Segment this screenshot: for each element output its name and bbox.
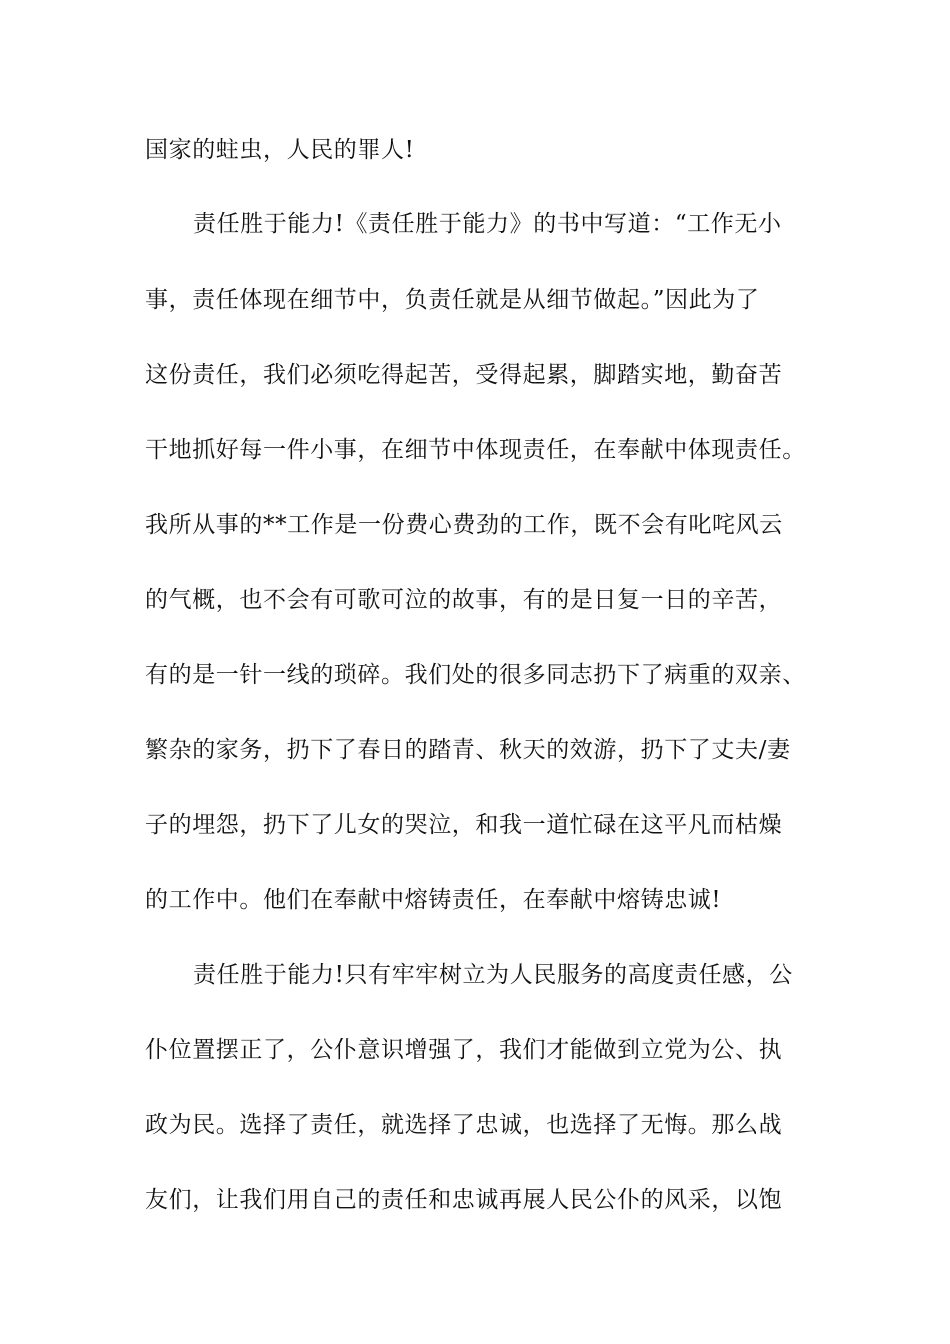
text-line-8: 有的是一针一线的琐碎。我们处的很多同志扔下了病重的双亲、 <box>145 662 806 688</box>
paragraph-start-line: 责任胜于能力!《责任胜于能力》的书中写道：“工作无小 <box>193 211 782 237</box>
text-line-13: 仆位置摆正了，公仆意识增强了，我们才能做到立党为公、执 <box>145 1037 783 1063</box>
text-line-1: 国家的蛀虫，人民的罪人! <box>145 137 415 163</box>
paragraph-start-line: 责任胜于能力!只有牢牢树立为人民服务的高度责任感，公 <box>193 962 793 988</box>
text-line-6: 我所从事的**工作是一份费心费劲的工作，既不会有叱咤风云 <box>145 512 783 538</box>
text-line-10: 子的埋怨，扔下了儿女的哭泣，和我一道忙碌在这平凡而枯燥 <box>145 812 783 838</box>
text-line-5: 干地抓好每一件小事，在细节中体现责任，在奉献中体现责任。 <box>145 437 806 463</box>
text-line-7: 的气概，也不会有可歌可泣的故事，有的是日复一日的辛苦， <box>145 587 783 613</box>
text-line-11: 的工作中。他们在奉献中熔铸责任，在奉献中熔铸忠诚! <box>145 887 722 913</box>
text-line-9: 繁杂的家务，扔下了春日的踏青、秋天的效游，扔下了丈夫/妻 <box>145 737 791 763</box>
text-line-4: 这份责任，我们必须吃得起苦，受得起累，脚踏实地，勤奋苦 <box>145 362 783 388</box>
text-line-3: 事，责任体现在细节中，负责任就是从细节做起。”因此为了 <box>145 287 760 313</box>
text-line-14: 政为民。选择了责任，就选择了忠诚，也选择了无悔。那么战 <box>145 1112 783 1138</box>
text-line-15: 友们，让我们用自己的责任和忠诚再展人民公仆的风采，以饱 <box>145 1187 783 1213</box>
